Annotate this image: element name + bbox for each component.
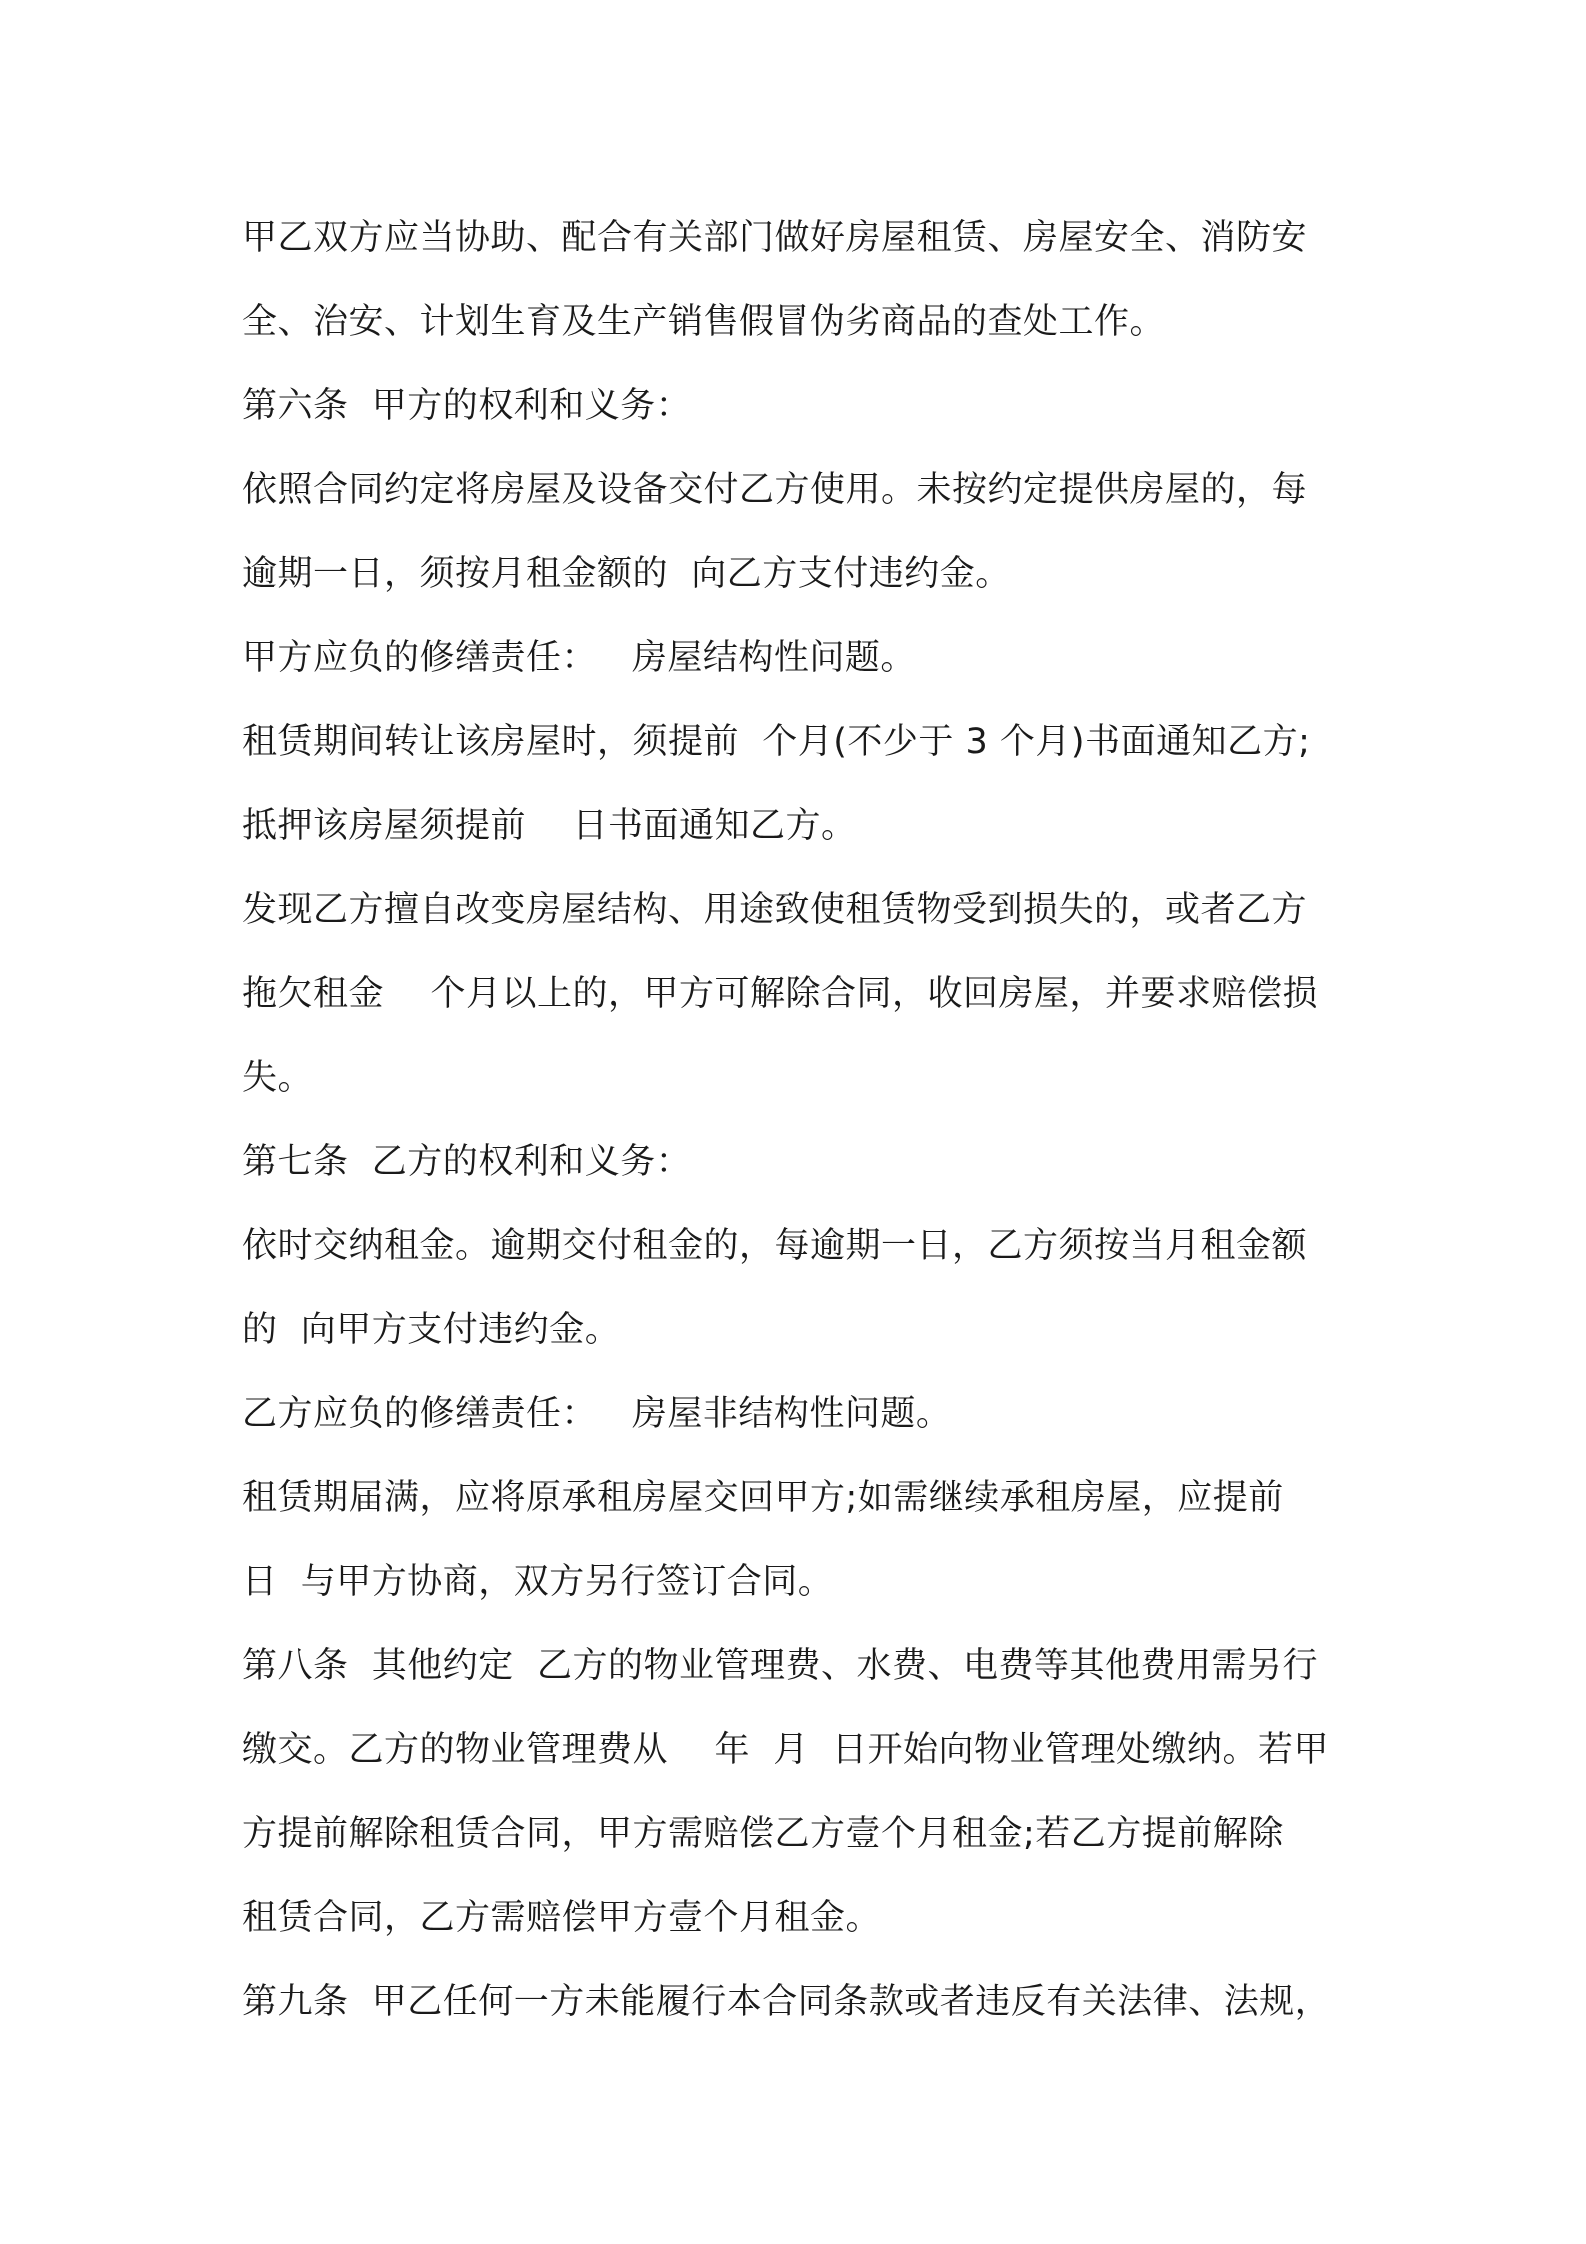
article-heading: 第九条 甲乙任何一方未能履行本合同条款或者违反有关法律、法规， xyxy=(242,1982,1331,2022)
text-line: 的 向甲方支付违约金。 xyxy=(242,1310,621,1350)
text-line: 方提前解除租赁合同，甲方需赔偿乙方壹个月租金;若乙方提前解除 xyxy=(242,1814,1284,1854)
contract-text xyxy=(242,196,1362,2044)
article-heading: 第八条 其他约定 乙方的物业管理费、水费、电费等其他费用需另行 xyxy=(242,1646,1319,1686)
text-line: 甲方应负的修缮责任： 房屋结构性问题。 xyxy=(242,638,916,678)
text-line: 拖欠租金 个月以上的，甲方可解除合同，收回房屋，并要求赔偿损 xyxy=(242,974,1319,1014)
text-line: 发现乙方擅自改变房屋结构、用途致使租赁物受到损失的，或者乙方 xyxy=(242,890,1308,930)
text-line: 乙方应负的修缮责任： 房屋非结构性问题。 xyxy=(242,1394,952,1434)
text-line: 逾期一日，须按月租金额的 向乙方支付违约金。 xyxy=(242,554,1011,594)
text-line: 全、治安、计划生育及生产销售假冒伪劣商品的查处工作。 xyxy=(242,302,1166,342)
article-heading: 第七条 乙方的权利和义务： xyxy=(242,1142,692,1182)
text-line: 甲乙双方应当协助、配合有关部门做好房屋租赁、房屋安全、消防安 xyxy=(242,218,1308,258)
text-line: 抵押该房屋须提前 日书面通知乙方。 xyxy=(242,806,857,846)
text-line: 依时交纳租金。逾期交付租金的，每逾期一日，乙方须按当月租金额 xyxy=(242,1226,1308,1266)
text-line: 租赁期间转让该房屋时，须提前 个月(不少于 3 个月)书面通知乙方; xyxy=(242,722,1311,762)
text-line: 租赁期届满，应将原承租房屋交回甲方;如需继续承租房屋，应提前 xyxy=(242,1478,1284,1518)
text-line: 失。 xyxy=(242,1058,314,1098)
text-line: 租赁合同，乙方需赔偿甲方壹个月租金。 xyxy=(242,1898,882,1938)
text-line: 缴交。乙方的物业管理费从 年 月 日开始向物业管理处缴纳。若甲 xyxy=(242,1730,1330,1770)
article-heading: 第六条 甲方的权利和义务： xyxy=(242,386,692,426)
text-line: 日 与甲方协商，双方另行签订合同。 xyxy=(242,1562,834,1602)
text-line: 依照合同约定将房屋及设备交付乙方使用。未按约定提供房屋的，每 xyxy=(242,470,1308,510)
